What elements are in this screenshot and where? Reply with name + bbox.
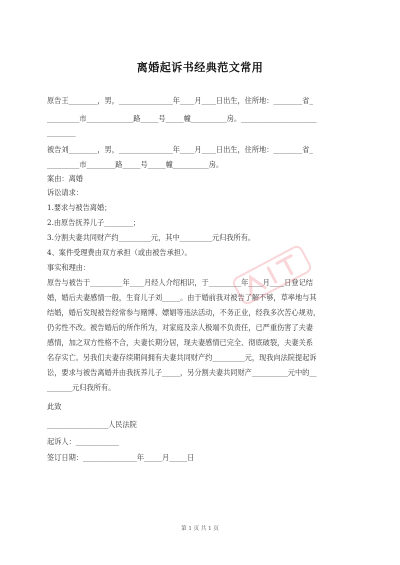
- plaintiff-line-1: 原告王________，男，_______________年____月____日出生，住所地：________省_: [47, 96, 313, 105]
- facts-line-7: 讼，要求与被告离婚并由我抚养儿子_____，另分割夫妻共同财产__________元中的__: [47, 368, 317, 377]
- cause-of-action: 案由：离婚: [47, 174, 83, 183]
- facts-line-2: 婚，婚后夫妻感情一般，生育儿子刘_____。由于婚前我对被告了解不够，草率地与其: [47, 293, 317, 302]
- court-line: _________________人民法院: [47, 420, 137, 429]
- facts-line-1: 原告与被告于_________年____月经人介绍相识，于_________年____月____日登记结: [47, 278, 313, 287]
- defendant-line-2: _________市________路_____号_____幢__________房。: [47, 160, 224, 169]
- plaintiff-line-2: _________市_____________路_____号_____幢__________房。_____________________: [47, 114, 317, 123]
- plaintiff-signature-line: 起诉人：____________: [47, 437, 119, 446]
- facts-line-4: 仍劣性不改。被告婚后的所作所为，对家庭及亲人极端不负责任，已严重伤害了夫妻: [47, 323, 313, 332]
- claim-item-3: 3.分割夫妻共同财产约_________元，其中_________元归我所有。: [47, 233, 256, 242]
- facts-line-3: 结婚，婚后发现被告经常参与赌博、嫖娼等违法活动，不务正业，经我多次苦心规劝，: [47, 308, 321, 317]
- facts-heading: 事实和理由：: [47, 263, 91, 272]
- facts-line-5: 感情，加之双方性格不合，夫妻长期分居，现夫妻感情已完全、彻底破裂，夫妻关系: [47, 338, 313, 347]
- sign-date-line: 签订日期：_______________年_____月_____日: [47, 453, 195, 462]
- claim-item-2: 2.由原告抚养儿子________；: [47, 218, 141, 227]
- page-footer: 第 1 页 共 1 页: [181, 526, 219, 532]
- claim-item-4: 4、案件受理费由双方承担（或由被告承担）。: [47, 248, 192, 257]
- plaintiff-line-3: ________: [47, 128, 76, 137]
- facts-line-8: _______元归我所有。: [47, 383, 116, 392]
- claim-item-1: 1.要求与被告离婚；: [47, 203, 112, 212]
- document-title: 离婚起诉书经典范文常用: [136, 61, 264, 74]
- defendant-line-1: 被告刘________，男，_______________年____月____日出生，住所地：________省_: [47, 145, 313, 154]
- salutation: 此致: [47, 402, 62, 411]
- facts-line-6: 名存实亡。另我们夫妻存续期间拥有夫妻共同财产约_________元，现我向法院提起诉: [47, 353, 317, 362]
- claims-heading: 诉讼请求：: [47, 188, 83, 197]
